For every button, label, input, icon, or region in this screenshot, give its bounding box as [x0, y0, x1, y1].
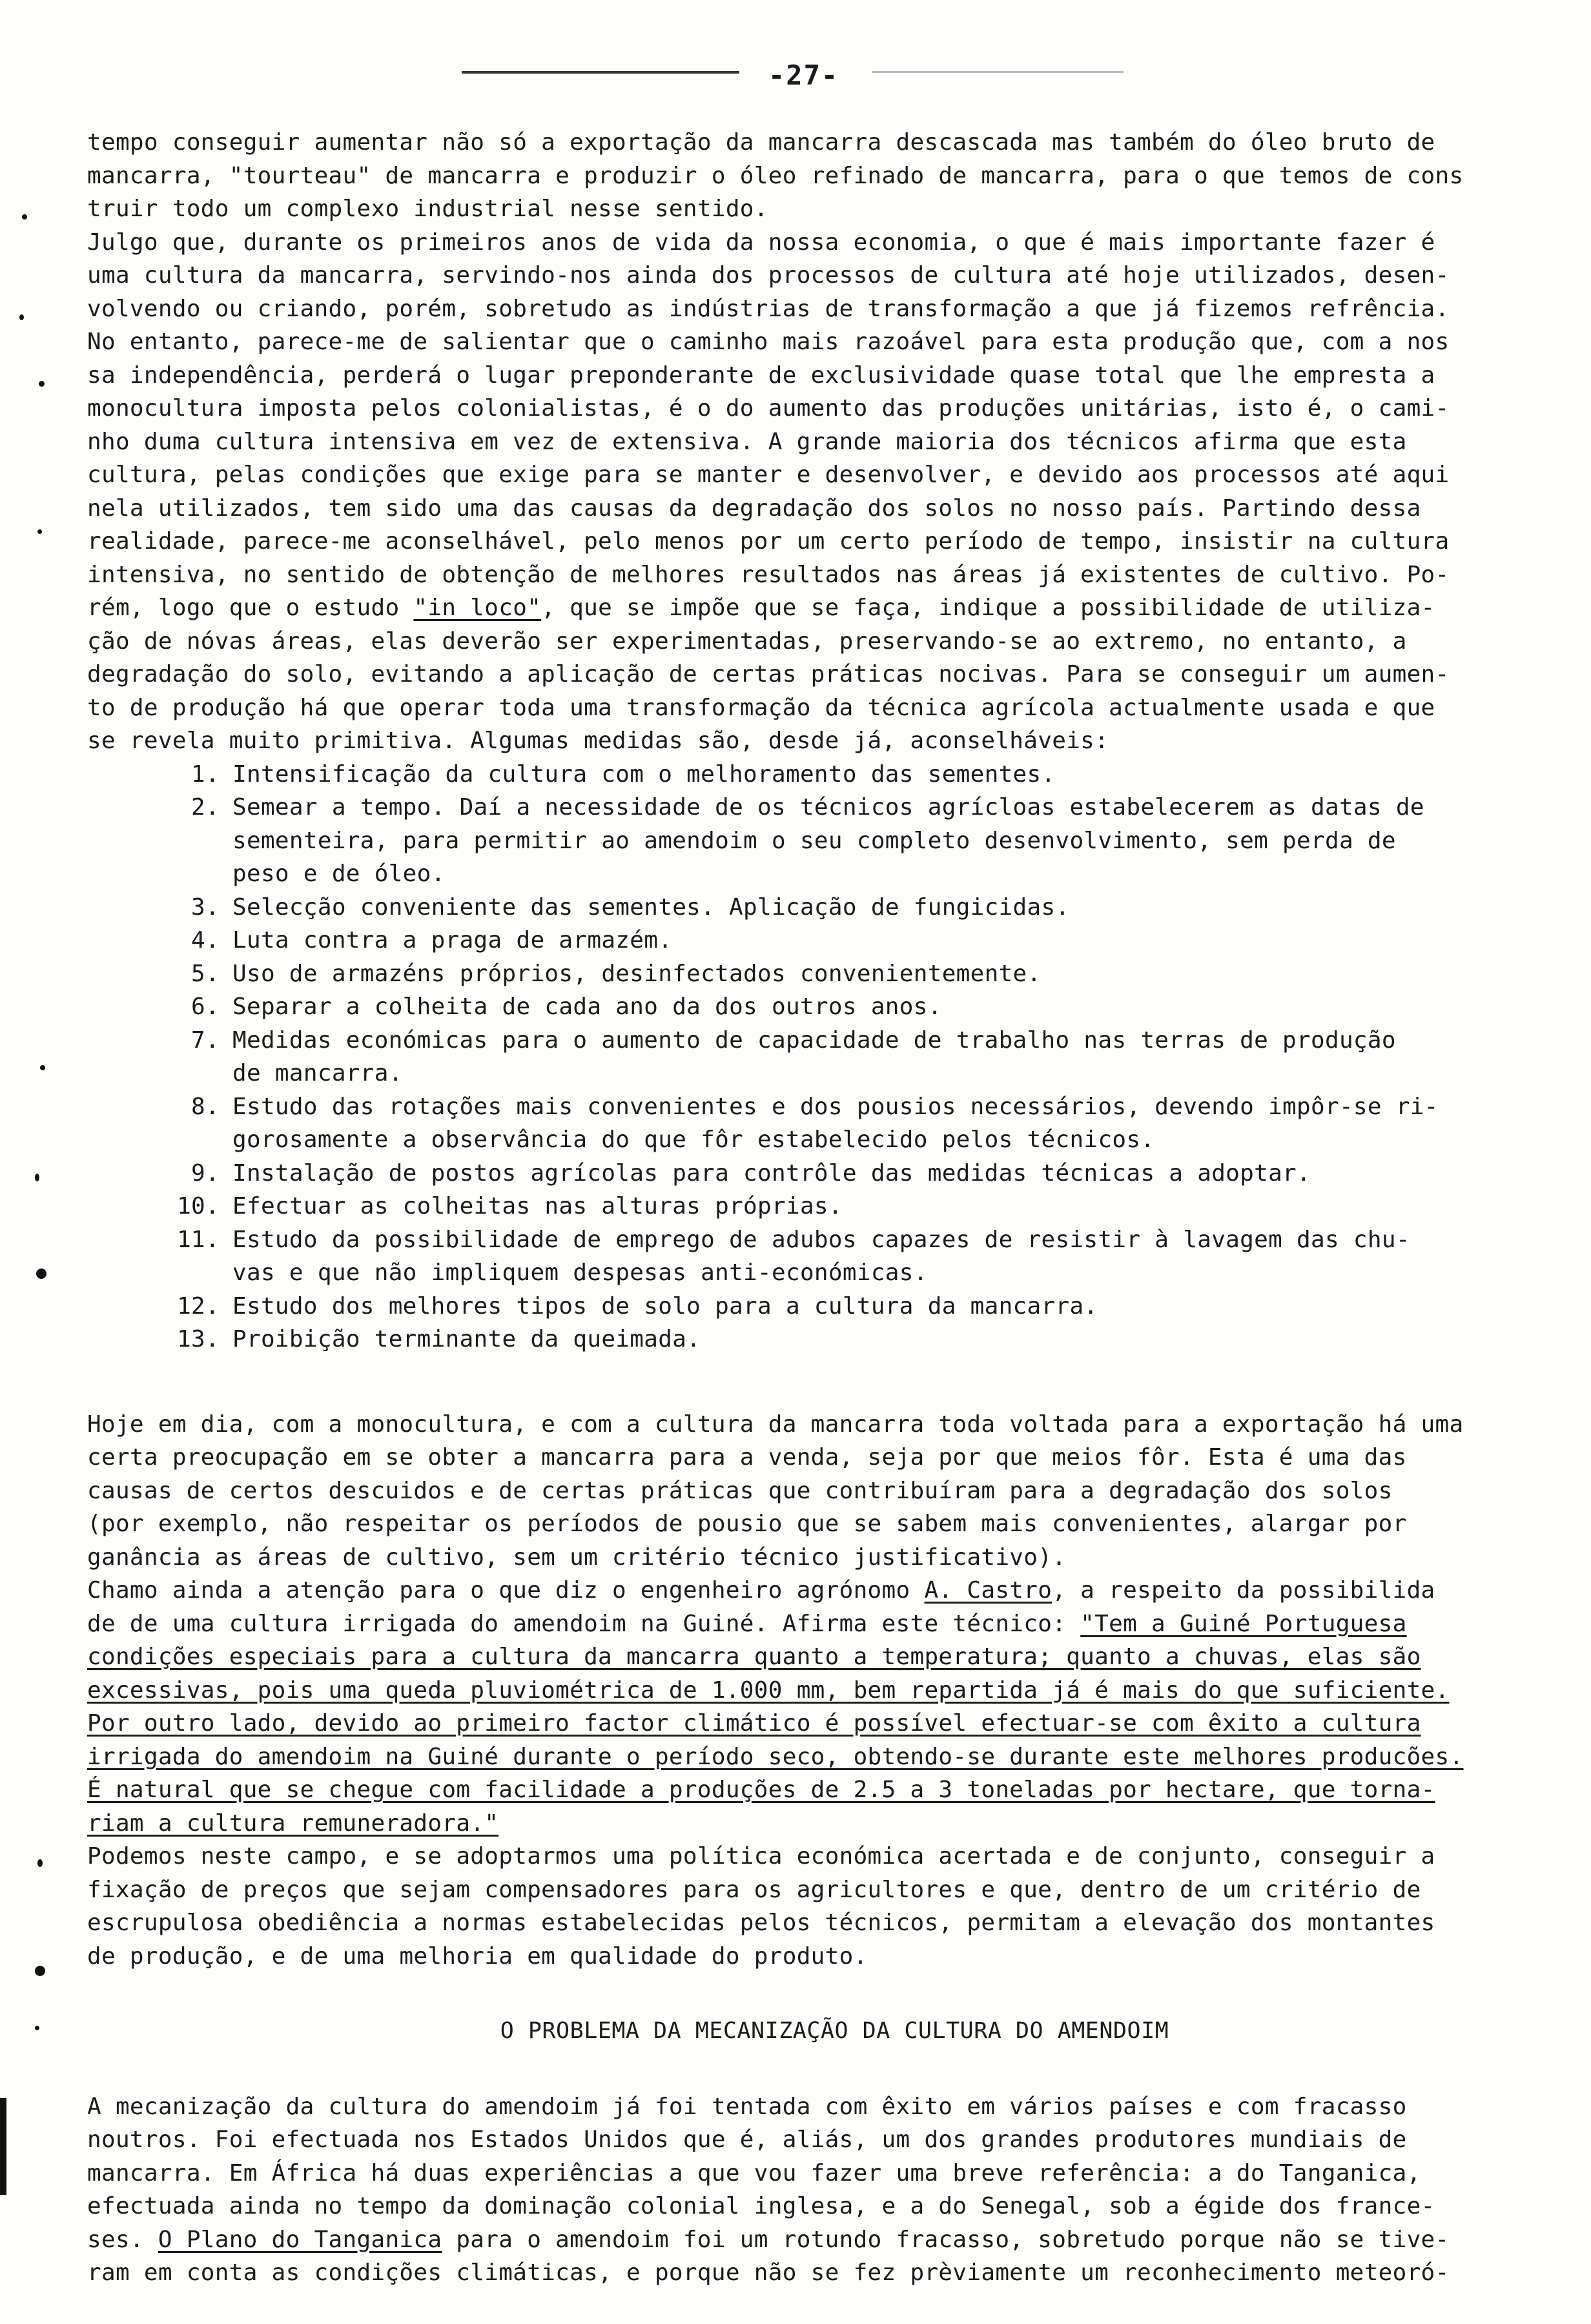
text-line: de produção, e de uma melhoria em qualidade do produto. — [87, 1942, 868, 1970]
text-line: se revela muito primitiva. Algumas medidas são, desde já, aconselháveis: — [87, 728, 1109, 754]
text-line: riam a cultura remuneradora." — [87, 1809, 499, 1837]
paragraph-intro — [87, 126, 1556, 591]
list-item — [87, 1024, 1556, 1057]
text-line: Podemos neste campo, e se adoptarmos uma política económica acertada e de conjunto, conseguir a — [87, 1843, 1435, 1870]
text-line: causas de certos descuidos e de certas práticas que contribuíram para a degradação dos solos — [87, 1477, 1393, 1504]
text-line: ses. O Plano do Tanganica para o amendoim foi um rotundo fracasso, sobretudo porque não se tive- — [87, 2226, 1450, 2253]
text-line: nela utilizados, tem sido uma das causas da degradação dos solos no nosso país. Partindo dessa — [87, 494, 1421, 522]
quote-start: "Tem a Guiné Portuguesa — [1080, 1610, 1407, 1637]
list-item-text: Instalação de postos agrícolas para contrôle das medidas técnicas a adoptar. — [232, 1159, 1311, 1187]
text-line: No entanto, parece-me de salientar que o caminho mais razoável para esta produção que, com a nos — [87, 329, 1450, 355]
section-heading: O PROBLEMA DA MECANIZAÇÃO DA CULTURA DO AMENDOIM — [500, 2018, 1169, 2044]
text-line: mancarra. Em África há duas experiências a que vou fazer uma breve referência: a do Tanganica, — [87, 2159, 1421, 2186]
quote-castro — [87, 1640, 1556, 1840]
list-item — [87, 824, 1556, 858]
text-line: realidade, parece-me aconselhável, pelo menos por um certo período de tempo, insistir na cultura — [87, 528, 1450, 555]
list-item — [87, 990, 1556, 1024]
text-line: Hoje em dia, com a monocultura, e com a cultura da mancarra toda voltada para a exportação há uma — [87, 1411, 1464, 1438]
list-item-text: Semear a tempo. Daí a necessidade de os técnicos agrícloas estabelecerem as datas de — [232, 794, 1424, 821]
text-line: certa preocupação em se obter a mancarra para a venda, seja por que meios fôr. Esta é uma das — [87, 1444, 1407, 1471]
paragraph-mechanization — [87, 2090, 1556, 2223]
scan-mark — [40, 1065, 45, 1070]
scan-mark — [37, 529, 42, 534]
list-item-number: 1. — [191, 760, 220, 788]
scan-edge — [0, 2098, 6, 2195]
list-item — [87, 1256, 1556, 1290]
list-item-number: 12. — [177, 1292, 220, 1320]
paragraph-intro-tail — [87, 625, 1556, 758]
list-item-number: 9. — [191, 1159, 220, 1187]
list-item-text: Uso de armazéns próprios, desinfectados convenientemente. — [232, 960, 1042, 987]
scan-mark — [35, 1174, 39, 1181]
scan-mark — [37, 1859, 43, 1867]
text-line: rém, logo que o estudo "in loco", que se impõe que se faça, indique a possibilidade de utiliza- — [87, 595, 1435, 621]
text-line: tempo conseguir aumentar não só a exportação da mancarra descascada mas também do óleo bruto de — [87, 129, 1435, 156]
text-line: A mecanização da cultura do amendoim já foi tentada com êxito em vários países e com fracasso — [87, 2093, 1407, 2120]
list-item-text: Luta contra a praga de armazém. — [232, 927, 673, 953]
author-name: A. Castro — [924, 1577, 1052, 1604]
text-line: volvendo ou criando, porém, sobretudo as indústrias de transformação a que já fizemos refrência. — [87, 295, 1450, 322]
list-item-number: 5. — [191, 960, 220, 987]
list-item — [87, 891, 1556, 924]
list-item-text: Estudo da possibilidade de emprego de adubos capazes de resistir à lavagem das chu- — [232, 1226, 1410, 1253]
list-item — [87, 1290, 1556, 1323]
text-line: mancarra, "tourteau" de mancarra e produzir o óleo refinado de mancarra, para o que temos de cons — [87, 162, 1464, 189]
plan-tanganica-term: O Plano do Tanganica — [158, 2226, 442, 2253]
list-item-number: 7. — [191, 1026, 220, 1054]
text-line: cultura, pelas condições que exige para se manter e desenvolver, e devido aos processos até aqui — [87, 462, 1450, 488]
text-line: irrigada do amendoim na Guiné durante o período seco, obtendo-se durante este melhores producões. — [87, 1743, 1464, 1770]
list-item-text: Efectuar as colheitas nas alturas próprias. — [232, 1193, 843, 1219]
measures-list — [87, 758, 1556, 1356]
list-item — [87, 1057, 1556, 1090]
text-line: de de uma cultura irrigada do amendoim na Guiné. Afirma este técnico: "Tem a Guiné Portuguesa — [87, 1610, 1407, 1637]
list-item-number: 3. — [191, 893, 220, 921]
list-item-number: 8. — [191, 1093, 220, 1120]
text-line: condições especiais para a cultura da mancarra quanto a temperatura; quanto a chuvas, elas são — [87, 1644, 1421, 1670]
list-item-number: 6. — [191, 994, 220, 1020]
list-item-text: Selecção conveniente das sementes. Aplicação de fungicidas. — [232, 893, 1070, 921]
list-item-text: peso e de óleo. — [232, 861, 446, 887]
text-line: Chamo ainda a atenção para o que diz o engenheiro agrónomo A. Castro, a respeito da possibilida — [87, 1577, 1435, 1604]
text-line: noutros. Foi efectuada nos Estados Unidos que é, aliás, um dos grandes produtores mundiais de — [87, 2126, 1407, 2153]
spacer — [87, 2048, 1556, 2090]
header-rule-right — [872, 71, 1124, 73]
text-line: sa independência, perderá o lugar preponderante de exclusividade quase total que lhe empresta a — [87, 362, 1435, 389]
list-item-number: 13. — [177, 1326, 220, 1352]
text-line: uma cultura da mancarra, servindo-nos ainda dos processos de cultura até hoje utilizados, desen- — [87, 262, 1450, 289]
text-line: Por outro lado, devido ao primeiro factor climático é possível efectuar-se com êxito a cultura — [87, 1710, 1421, 1737]
text-line: excessivas, pois uma queda pluviométrica de 1.000 mm, bem repartida já é mais do que suficiente. — [87, 1677, 1450, 1704]
text-line: to de produção há que operar toda uma transformação da técnica agrícola actualmente usada e que — [87, 694, 1435, 721]
list-item-text: sementeira, para permitir ao amendoim o seu completo desenvolvimento, sem perda de — [232, 827, 1396, 854]
spacer — [87, 1356, 1556, 1408]
text-line: ram em conta as condições climáticas, e porque não se fez prèviamente um reconhecimento meteoró- — [87, 2259, 1450, 2286]
scan-mark — [19, 314, 24, 320]
list-item-number — [87, 1123, 232, 1157]
list-item — [87, 1223, 1556, 1257]
list-item — [87, 1090, 1556, 1124]
text-line: nho duma cultura intensiva em vez de extensiva. A grande maioria dos técnicos afirma que esta — [87, 428, 1407, 455]
scan-mark — [35, 2026, 39, 2030]
in-loco-term: "in loco" — [413, 595, 542, 621]
list-item — [87, 758, 1556, 791]
list-item-text: Separar a colheita de cada ano da dos outros anos. — [232, 994, 942, 1020]
list-item — [87, 1123, 1556, 1157]
text-line: (por exemplo, não respeitar os períodos de pousio que se sabem mais convenientes, alargar por — [87, 1511, 1407, 1537]
text-line: Julgo que, durante os primeiros anos de vida da nossa economia, o que é mais importante fazer é — [87, 229, 1435, 256]
text-line: truir todo um complexo industrial nesse sentido. — [87, 196, 768, 222]
text-line: monocultura imposta pelos colonialistas, é o do aumento das produções unitárias, isto é, o cami- — [87, 395, 1450, 422]
page-number: -27- — [768, 59, 839, 91]
list-item-text: de mancarra. — [232, 1060, 403, 1086]
list-item — [87, 924, 1556, 957]
list-item — [87, 857, 1556, 891]
list-item-text: Intensificação da cultura com o melhoramento das sementes. — [232, 760, 1056, 788]
list-item-text: Estudo das rotações mais convenientes e dos pousios necessários, devendo impôr-se ri- — [232, 1093, 1439, 1120]
list-item-text: gorosamente a observância do que fôr estabelecido pelos técnicos. — [232, 1126, 1155, 1153]
list-item-number: 4. — [191, 927, 220, 953]
list-item-number — [87, 824, 232, 858]
list-item-text: Medidas económicas para o aumento de capacidade de trabalho nas terras de produção — [232, 1026, 1396, 1054]
spacer — [87, 1973, 1556, 2015]
text-line: efectuada ainda no tempo da dominação colonial inglesa, e a do Senegal, sob a égide dos france- — [87, 2193, 1435, 2219]
scan-mark — [36, 1269, 46, 1279]
scan-mark — [22, 214, 27, 219]
list-item-text: vas e que não impliquem despesas anti-económicas. — [232, 1259, 928, 1286]
scan-mark — [39, 381, 45, 387]
list-item-number: 2. — [191, 794, 220, 821]
list-item-number — [87, 1057, 232, 1090]
list-item-text: Proibição terminante da queimada. — [232, 1326, 701, 1352]
header-rule-left — [462, 71, 739, 74]
list-item — [87, 1323, 1556, 1356]
text-line: intensiva, no sentido de obtenção de melhores resultados nas áreas já existentes de cultivo. Po- — [87, 561, 1450, 588]
list-item-text: Estudo dos melhores tipos de solo para a cultura da mancarra. — [232, 1292, 1098, 1320]
list-item — [87, 957, 1556, 991]
list-item-number — [87, 857, 232, 891]
text-line: É natural que se chegue com facilidade a produções de 2.5 a 3 toneladas por hectare, que torna- — [87, 1777, 1435, 1803]
paragraph-policy — [87, 1840, 1556, 1973]
paragraph-monoculture — [87, 1408, 1556, 1575]
list-item-number: 10. — [177, 1193, 220, 1219]
list-item-number — [87, 1256, 232, 1290]
document-body — [87, 126, 1556, 2290]
list-item — [87, 1190, 1556, 1223]
scan-mark — [35, 1966, 45, 1976]
list-item — [87, 1157, 1556, 1190]
text-line: ção de nóvas áreas, elas deverão ser experimentadas, preservando-se ao extremo, no entanto, a — [87, 627, 1407, 655]
list-item-number: 11. — [177, 1226, 220, 1253]
text-line: ganância as áreas de cultivo, sem um critério técnico justificativo). — [87, 1544, 1067, 1571]
text-line: escrupulosa obediência a normas estabelecidas pelos técnicos, permitam a elevação dos montantes — [87, 1910, 1435, 1936]
text-line: degradação do solo, evitando a aplicação de certas práticas nocivas. Para se conseguir um aumen- — [87, 661, 1450, 688]
list-item — [87, 791, 1556, 824]
text-line: fixação de preços que sejam compensadores para os agricultores e que, dentro de um critério de — [87, 1876, 1421, 1903]
